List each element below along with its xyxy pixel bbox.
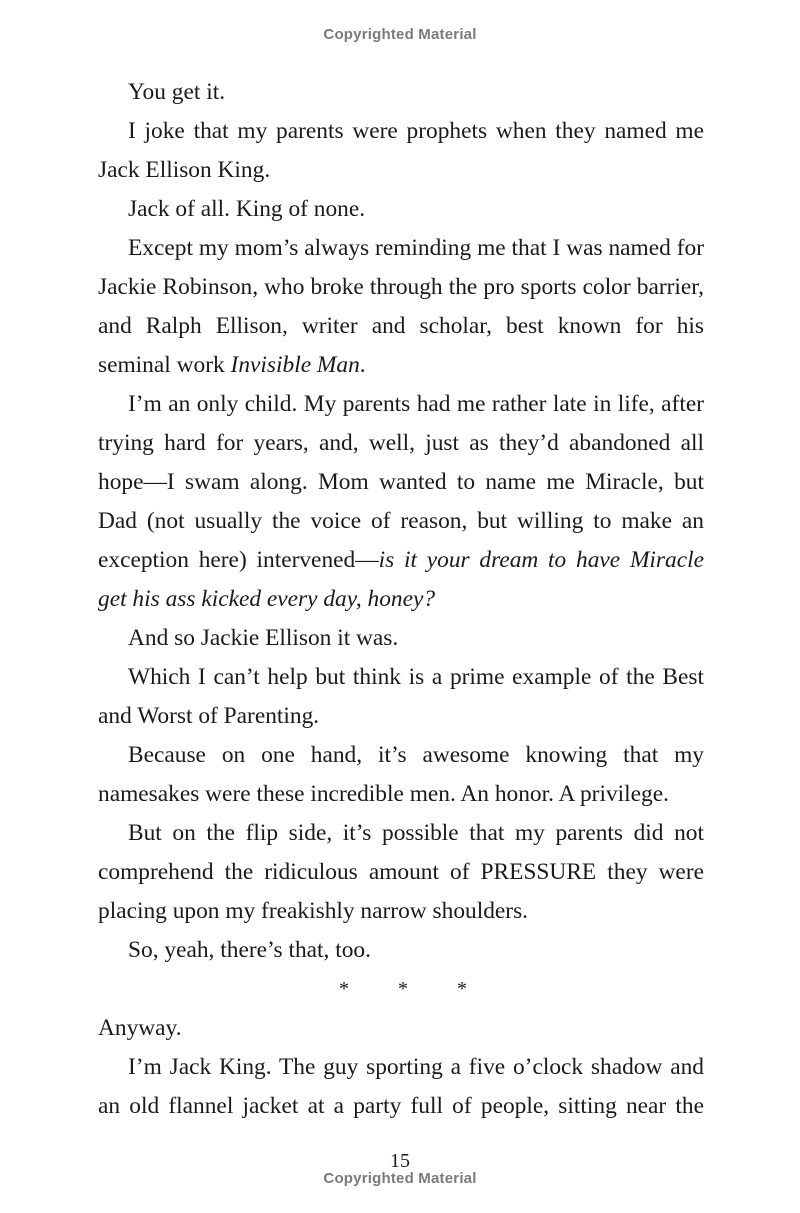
paragraph-3: Jack of all. King of none.: [128, 196, 366, 222]
paragraph-8: Because on one hand, it’s awesome knowing that my namesakes were these incredible men. An honor. A privilege.: [98, 742, 704, 807]
paragraph-2: I joke that my parents were prophets when they named me Jack Ellison King.: [98, 118, 704, 183]
copyright-watermark-bottom: Copyrighted Material: [323, 1170, 477, 1187]
paragraph-5: I’m an only child. My parents had me rather late in life, after trying hard for years, and, well, just as they’d abandoned all hope—I swam along. Mom wanted to name me Miracle, but Dad (not usually the voice of reason, but willing to make an exception here) intervened—is it your dream to have Miracle get his ass kicked every day, honey?: [98, 391, 704, 612]
page-number: 15: [390, 1150, 410, 1172]
paragraph-9: But on the flip side, it’s possible that my parents did not comprehend the ridiculous amount of PRESSURE they were placing upon my freakishly narrow shoulders.: [98, 820, 704, 924]
paragraph-1: You get it.: [128, 79, 226, 105]
paragraph-12: I’m Jack King. The guy sporting a five o’clock shadow and an old flannel jacket at a party full of people, sitting near the: [98, 1054, 704, 1119]
italic-quote: is it your dream to have Miracle get his ass kicked every day, honey?: [98, 547, 704, 612]
book-title: Invisible Man: [230, 352, 360, 378]
paragraph-10: So, yeah, there’s that, too.: [128, 937, 371, 963]
paragraph-11: Anyway.: [98, 1015, 182, 1041]
copyright-watermark-top: Copyrighted Material: [323, 26, 477, 43]
paragraph-6: And so Jackie Ellison it was.: [128, 625, 399, 651]
paragraph-7: Which I can’t help but think is a prime example of the Best and Worst of Parenting.: [98, 664, 704, 729]
paragraph-4: Except my mom’s always reminding me that I was named for Jackie Robinson, who broke through the pro sports color barrier, and Ralph Ellison, writer and scholar, best known for his seminal work Invisible Man.: [98, 235, 704, 378]
page-body: [98, 73, 704, 1126]
scene-break: * * *: [339, 978, 489, 1000]
